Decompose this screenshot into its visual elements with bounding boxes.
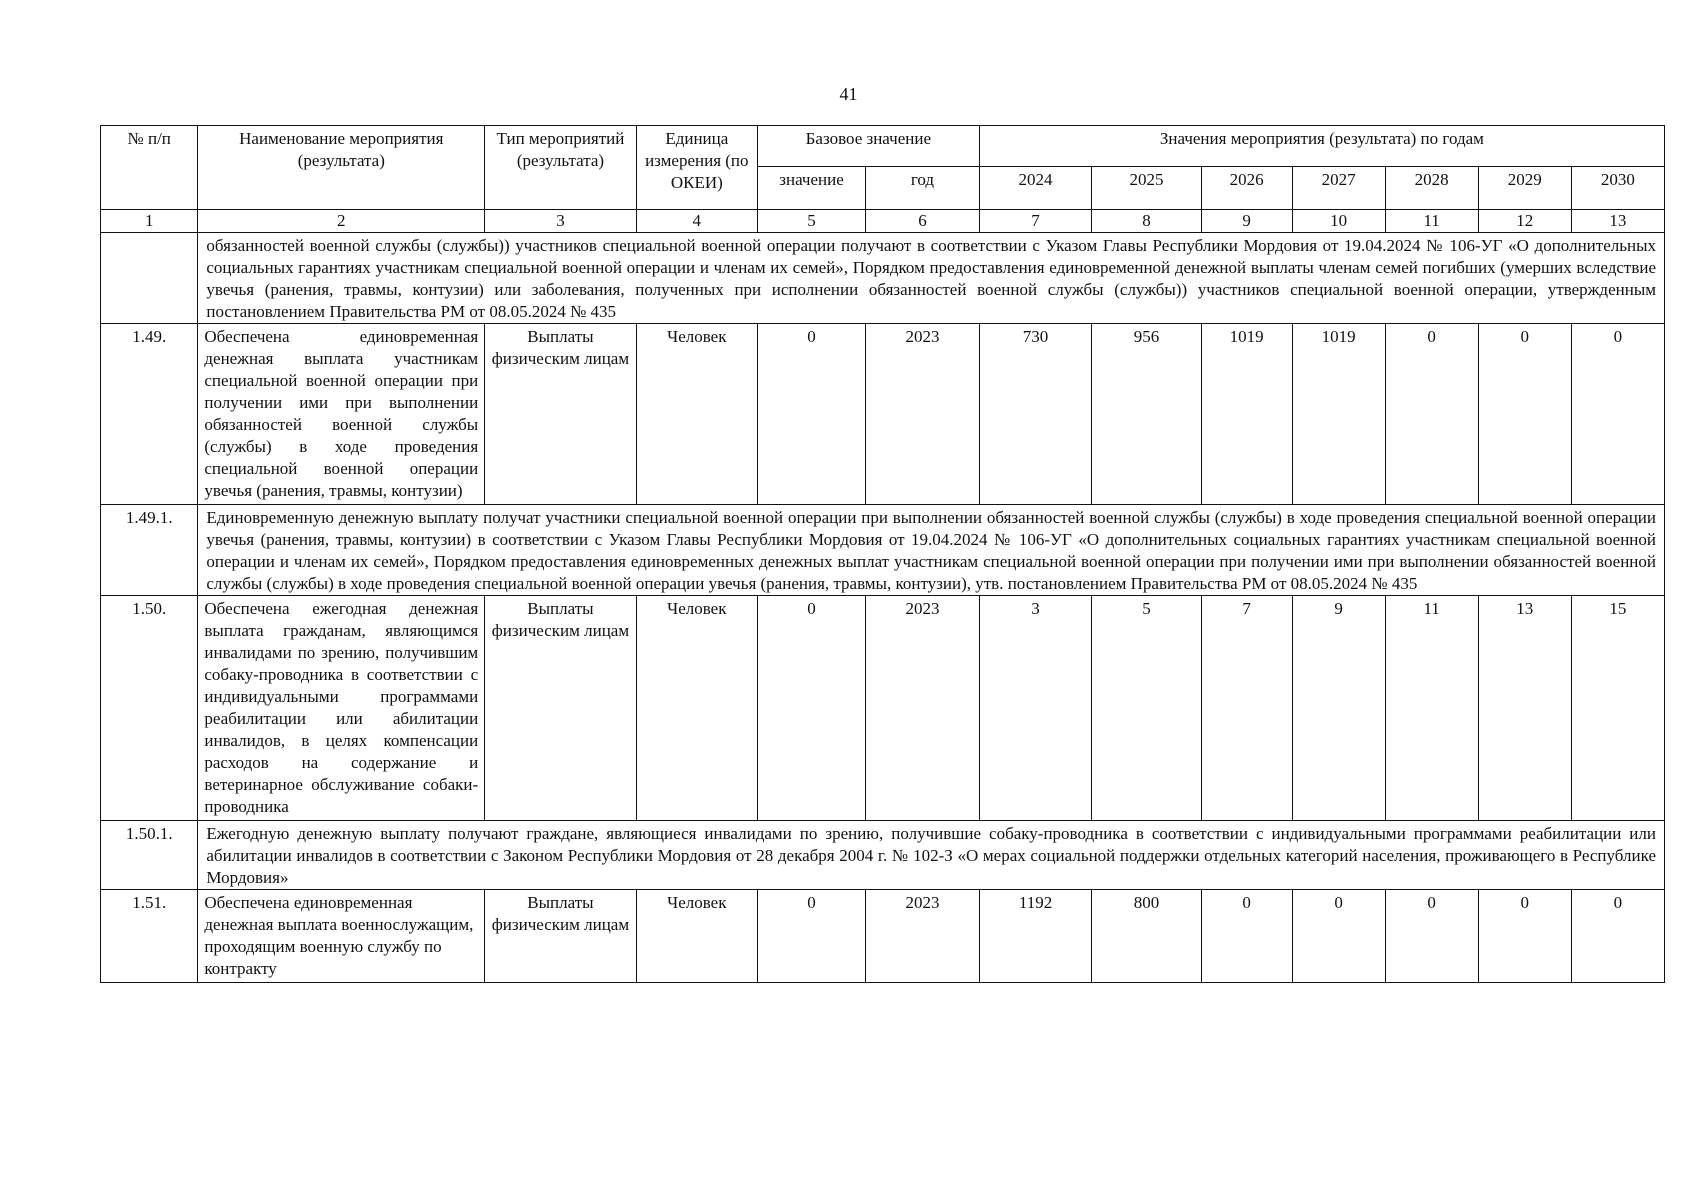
row-value: 956 [1092, 324, 1201, 505]
header-year: 2024 [979, 167, 1092, 210]
row-num: 1.50.1. [101, 821, 198, 890]
header-name: Наименование мероприятия (результата) [198, 126, 485, 210]
header-num: № п/п [101, 126, 198, 210]
row-base-year: 2023 [866, 324, 980, 505]
column-number: 1 [101, 210, 198, 233]
data-row [101, 324, 1665, 505]
row-value: 15 [1571, 596, 1664, 821]
column-number: 12 [1478, 210, 1571, 233]
row-value: 0 [1385, 324, 1478, 505]
header-year: 2029 [1478, 167, 1571, 210]
column-number: 2 [198, 210, 485, 233]
header-year: 2025 [1092, 167, 1201, 210]
row-value: 3 [979, 596, 1092, 821]
row-value: 11 [1385, 596, 1478, 821]
header-year: 2028 [1385, 167, 1478, 210]
row-value: 0 [1571, 324, 1664, 505]
header-unit: Единица измерения (по ОКЕИ) [636, 126, 757, 210]
column-number: 5 [757, 210, 865, 233]
note-row [101, 233, 1665, 324]
row-type: Выплаты физическим лицам [485, 596, 637, 821]
header-type: Тип мероприятий (результата) [485, 126, 637, 210]
row-base-value: 0 [757, 596, 865, 821]
row-base-value: 0 [757, 324, 865, 505]
column-number: 3 [485, 210, 637, 233]
note-row [101, 505, 1665, 596]
row-value: 13 [1478, 596, 1571, 821]
row-type: Выплаты физическим лицам [485, 324, 637, 505]
page-number: 41 [839, 84, 858, 104]
data-row [101, 596, 1665, 821]
column-number: 7 [979, 210, 1092, 233]
row-value: 1019 [1201, 324, 1292, 505]
column-number: 11 [1385, 210, 1478, 233]
row-num: 1.50. [101, 596, 198, 821]
header-year: 2030 [1571, 167, 1664, 210]
header-base-value: значение [757, 167, 865, 210]
header-year: 2026 [1201, 167, 1292, 210]
row-name: Обеспечена ежегодная денежная выплата гражданам, являющимся инвалидами по зрению, получившим собаку-проводника в соответствии с индивидуальными программами реабилитации или абилитации инвалидов, в целях компенсации расходов на содержание и ветеринарное обслуживание собаки-проводника [198, 596, 485, 821]
note-text: обязанностей военной службы (службы)) участников специальной военной операции получают в соответствии с Указом Главы Республики Мордовия от 19.04.2024 № 106-УГ «О дополнительных социальных гарантиях участникам специальной военной операции и членам их семей», Порядком предоставления единовременной денежной выплаты членам семей погибших (умерших вследствие увечья (ранения, травмы, контузии) или заболевания, полученных при исполнении обязанностей военной службы (службы)) участников специальной военной операции, утвержденным постановлением Правительства РМ от 08.05.2024 № 435 [198, 233, 1665, 324]
row-num: 1.49.1. [101, 505, 198, 596]
column-number: 13 [1571, 210, 1664, 233]
row-unit: Человек [636, 324, 757, 505]
row-unit: Человек [636, 890, 757, 983]
row-num: 1.51. [101, 890, 198, 983]
column-number: 4 [636, 210, 757, 233]
note-row [101, 821, 1665, 890]
row-num [101, 233, 198, 324]
column-numbers-row [101, 210, 1665, 233]
column-number: 6 [866, 210, 980, 233]
row-name: Обеспечена единовременная денежная выплата военнослужащим, проходящим военную службу по контракту [198, 890, 485, 983]
row-num: 1.49. [101, 324, 198, 505]
header-base: Базовое значение [757, 126, 979, 167]
row-value: 1019 [1292, 324, 1385, 505]
row-value: 9 [1292, 596, 1385, 821]
column-number: 10 [1292, 210, 1385, 233]
header-year: 2027 [1292, 167, 1385, 210]
row-value: 800 [1092, 890, 1201, 983]
row-value: 730 [979, 324, 1092, 505]
note-text: Ежегодную денежную выплату получают граждане, являющиеся инвалидами по зрению, получившие собаку-проводника в соответствии с индивидуальными программами реабилитации или абилитации инвалидов в соответствии с Законом Республики Мордовия от 28 декабря 2004 г. № 102-З «О мерах социальной поддержки отдельных категорий населения, проживающего в Республике Мордовия» [198, 821, 1665, 890]
row-base-year: 2023 [866, 890, 980, 983]
row-value: 1192 [979, 890, 1092, 983]
measures-table [100, 125, 1665, 983]
row-value: 0 [1292, 890, 1385, 983]
header-base-year: год [866, 167, 980, 210]
note-text: Единовременную денежную выплату получат участники специальной военной операции при выполнении обязанностей военной службы (службы) в ходе проведения специальной военной операции увечья (ранения, травмы, контузии) в соответствии с Указом Главы Республики Мордовия от 19.04.2024 № 106-УГ «О дополнительных социальных гарантиях участникам специальной военной операции и членам их семей», Порядком предоставления единовременных денежных выплат участникам специальной военной операции при получении ими при выполнении обязанностей военной службы (службы) в ходе проведения специальной военной операции увечья (ранения, травмы, контузии), утв. постановлением Правительства РМ от 08.05.2024 № 435 [198, 505, 1665, 596]
row-value: 0 [1571, 890, 1664, 983]
row-unit: Человек [636, 596, 757, 821]
row-value: 0 [1201, 890, 1292, 983]
header-years-group: Значения мероприятия (результата) по годам [979, 126, 1664, 167]
row-base-year: 2023 [866, 596, 980, 821]
row-value: 0 [1478, 890, 1571, 983]
column-number: 9 [1201, 210, 1292, 233]
row-type: Выплаты физическим лицам [485, 890, 637, 983]
row-base-value: 0 [757, 890, 865, 983]
row-value: 0 [1478, 324, 1571, 505]
row-value: 0 [1385, 890, 1478, 983]
row-value: 5 [1092, 596, 1201, 821]
row-name: Обеспечена единовременная денежная выплата участникам специальной военной операции при получении ими при выполнении обязанностей военной службы (службы) в ходе проведения специальной военной операции увечья (ранения, травмы, контузии) [198, 324, 485, 505]
data-row [101, 890, 1665, 983]
row-value: 7 [1201, 596, 1292, 821]
column-number: 8 [1092, 210, 1201, 233]
